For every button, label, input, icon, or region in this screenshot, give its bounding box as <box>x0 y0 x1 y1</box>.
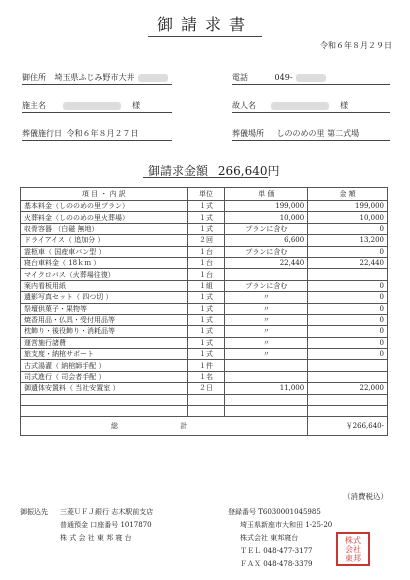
unit-cell: １式 <box>187 223 225 234</box>
table-row <box>21 394 388 405</box>
amount-cell: 0 <box>308 337 388 348</box>
table-row <box>21 337 388 348</box>
tax-note: （消費税込） <box>343 492 388 501</box>
unit-cell <box>187 406 225 417</box>
table-row <box>21 212 388 223</box>
amount-cell <box>308 406 388 417</box>
items-table <box>20 187 388 436</box>
amount-cell <box>308 394 388 405</box>
unit-cell: １式 <box>187 314 225 325</box>
item-cell: 焼香用品・仏具・受付用品等 <box>21 314 188 325</box>
funeral-date-value: 令和６年８月２７日 <box>66 129 139 138</box>
company-tel: ＴＥＬ 048-477-3177 <box>240 547 313 555</box>
client-label: 施主名 <box>22 101 46 110</box>
deceased-underline <box>232 112 390 113</box>
table-row <box>21 223 388 234</box>
unit-cell: １式 <box>187 337 225 348</box>
unit-price-cell: 10,000 <box>225 212 308 223</box>
company-address: 埼玉県新座市大和田 1-25-20 <box>240 521 333 529</box>
deceased-suffix: 様 <box>340 101 349 110</box>
unit-price-cell: 199,000 <box>225 201 308 212</box>
table-row <box>21 269 388 280</box>
unit-price-cell <box>225 269 308 280</box>
address-label: 御住所 <box>22 73 46 82</box>
unit-cell: １式 <box>187 201 225 212</box>
unit-cell: １台 <box>187 257 225 268</box>
header-unit: 単位 <box>187 188 225 201</box>
table-row <box>21 383 388 394</box>
billed-amount-value: 266,640円 <box>217 164 280 178</box>
company-name-right: 株式会社 東邦寝台 <box>240 534 299 542</box>
company-fax: ＦＡＸ 048-478-3379 <box>240 560 313 568</box>
unit-price-cell: プランに含む <box>225 246 308 257</box>
client-field <box>22 100 140 111</box>
unit-cell: １式 <box>187 212 225 223</box>
amount-cell: 22,000 <box>308 383 388 394</box>
bank-account: 普通預金 口座番号 1017870 <box>60 521 152 529</box>
table-row <box>21 280 388 291</box>
amount-cell: 0 <box>308 246 388 257</box>
amount-cell: 0 <box>308 223 388 234</box>
item-cell: 御遺体安置料（ 当社安置室 ） <box>21 383 188 394</box>
unit-cell: １式 <box>187 303 225 314</box>
address-underline <box>22 84 172 85</box>
billed-amount-underline <box>143 177 268 178</box>
item-cell: 司式進行（ 司会者手配 ） <box>21 371 188 382</box>
unit-cell: １式 <box>187 349 225 360</box>
bank-label: 御振込先 <box>20 508 48 516</box>
item-cell: 古式湯灌（ 納棺師手配 ） <box>21 360 188 371</box>
company-name-left: 株 式 会 社 東 邦 寝 台 <box>60 534 132 542</box>
amount-cell: 0 <box>308 314 388 325</box>
unit-cell: １件 <box>187 360 225 371</box>
item-cell: マイクロバス（火葬場往復） <box>21 269 188 280</box>
amount-cell <box>308 371 388 382</box>
client-underline <box>22 112 172 113</box>
unit-price-cell: 11,000 <box>225 383 308 394</box>
unit-price-cell <box>225 371 308 382</box>
table-row <box>21 406 388 417</box>
unit-cell <box>187 394 225 405</box>
phone-value: 049- <box>274 73 293 82</box>
unit-cell: １式 <box>187 292 225 303</box>
item-cell: 収骨容器 （白磁 無地） <box>21 223 188 234</box>
item-cell: 基本料金（しののめの里プラン） <box>21 201 188 212</box>
registration-number: 登録番号 T6030001045985 <box>228 508 321 516</box>
amount-cell <box>308 269 388 280</box>
issue-date: 令和６年８月２９日 <box>320 41 392 50</box>
venue-field <box>232 128 359 139</box>
unit-cell: １台 <box>187 269 225 280</box>
unit-cell: ２回 <box>187 235 225 246</box>
unit-price-cell: 〃 <box>225 326 308 337</box>
item-cell: 火葬料金（しののめの里火葬場） <box>21 212 188 223</box>
item-cell: 寝台車料金（ 18ｋｍ ） <box>21 257 188 268</box>
amount-cell: 13,200 <box>308 235 388 246</box>
deceased-label: 故人名 <box>232 101 256 110</box>
unit-price-cell: 〃 <box>225 337 308 348</box>
item-cell: ドライアイス（ 追加分 ） <box>21 235 188 246</box>
unit-price-cell: プランに含む <box>225 223 308 234</box>
amount-cell: 0 <box>308 280 388 291</box>
unit-price-cell <box>225 394 308 405</box>
table-row <box>21 201 388 212</box>
item-cell: 運営施行諸費 <box>21 337 188 348</box>
company-seal-stamp: 株式 会社 東邦 <box>336 532 370 566</box>
header-amount: 金 額 <box>308 188 388 201</box>
amount-cell: 0 <box>308 349 388 360</box>
table-row <box>21 371 388 382</box>
unit-price-cell: プランに含む <box>225 280 308 291</box>
amount-cell: 199,000 <box>308 201 388 212</box>
item-cell: 遺影写真セット（ 四つ切 ） <box>21 292 188 303</box>
table-header-row <box>21 188 388 201</box>
table-row <box>21 292 388 303</box>
item-cell <box>21 406 188 417</box>
table-row <box>21 303 388 314</box>
table-row <box>21 360 388 371</box>
item-cell: 祭壇供菓子・果物等 <box>21 303 188 314</box>
amount-cell <box>308 360 388 371</box>
deceased-field <box>232 100 348 111</box>
phone-label: 電話 <box>232 73 248 82</box>
item-cell: 霊柩車（ 国産車バン型 ） <box>21 246 188 257</box>
unit-cell: １組 <box>187 280 225 291</box>
total-value: ￥266,640- <box>308 417 388 436</box>
table-row <box>21 349 388 360</box>
client-suffix: 様 <box>132 101 141 110</box>
venue-value: しののめの里 第二式場 <box>276 129 360 138</box>
phone-field <box>232 72 329 83</box>
header-item: 項 目 ・ 内 訳 <box>21 188 188 201</box>
unit-price-cell: 〃 <box>225 292 308 303</box>
redacted-address <box>138 74 168 82</box>
amount-cell: 10,000 <box>308 212 388 223</box>
unit-price-cell: 22,440 <box>225 257 308 268</box>
table-row <box>21 314 388 325</box>
funeral-date-label: 葬儀施行日 <box>22 129 62 138</box>
unit-cell: ２日 <box>187 383 225 394</box>
header-unit-price: 単 価 <box>225 188 308 201</box>
address-field <box>22 72 171 83</box>
funeral-date-field <box>22 128 139 139</box>
item-cell: 案内看板用紙 <box>21 280 188 291</box>
redacted-deceased-name <box>271 102 329 110</box>
title-underline <box>148 36 262 37</box>
unit-price-cell: 〃 <box>225 303 308 314</box>
redacted-client-name <box>63 102 121 110</box>
billed-amount-label: 御請求金額 <box>148 164 209 178</box>
table-row <box>21 326 388 337</box>
total-label: 総 計 <box>21 417 308 436</box>
unit-cell: １式 <box>187 326 225 337</box>
table-row <box>21 235 388 246</box>
unit-price-cell: 〃 <box>225 314 308 325</box>
item-cell: 旅支度・納棺サポート <box>21 349 188 360</box>
venue-label: 葬儀場所 <box>232 129 264 138</box>
funeral-date-underline <box>22 140 172 141</box>
amount-cell: 0 <box>308 292 388 303</box>
document-title: 御請求書 <box>156 15 253 34</box>
table-total-row <box>21 417 388 436</box>
unit-cell: １名 <box>187 371 225 382</box>
item-cell <box>21 394 188 405</box>
phone-underline <box>232 84 390 85</box>
address-value: 埼玉県ふじみ野市大井 <box>54 73 135 82</box>
table-row <box>21 257 388 268</box>
unit-price-cell <box>225 406 308 417</box>
amount-cell: 0 <box>308 326 388 337</box>
unit-price-cell <box>225 360 308 371</box>
redacted-phone <box>296 74 326 82</box>
table-row <box>21 246 388 257</box>
unit-price-cell: 〃 <box>225 349 308 360</box>
unit-cell: １台 <box>187 246 225 257</box>
item-cell: 枕飾り・後役飾り・消耗品等 <box>21 326 188 337</box>
bank-name: 三菱ＵＦＪ銀行 志木駅前支店 <box>60 508 154 516</box>
amount-cell: 0 <box>308 303 388 314</box>
amount-cell: 22,440 <box>308 257 388 268</box>
venue-underline <box>232 140 390 141</box>
unit-price-cell: 6,600 <box>225 235 308 246</box>
